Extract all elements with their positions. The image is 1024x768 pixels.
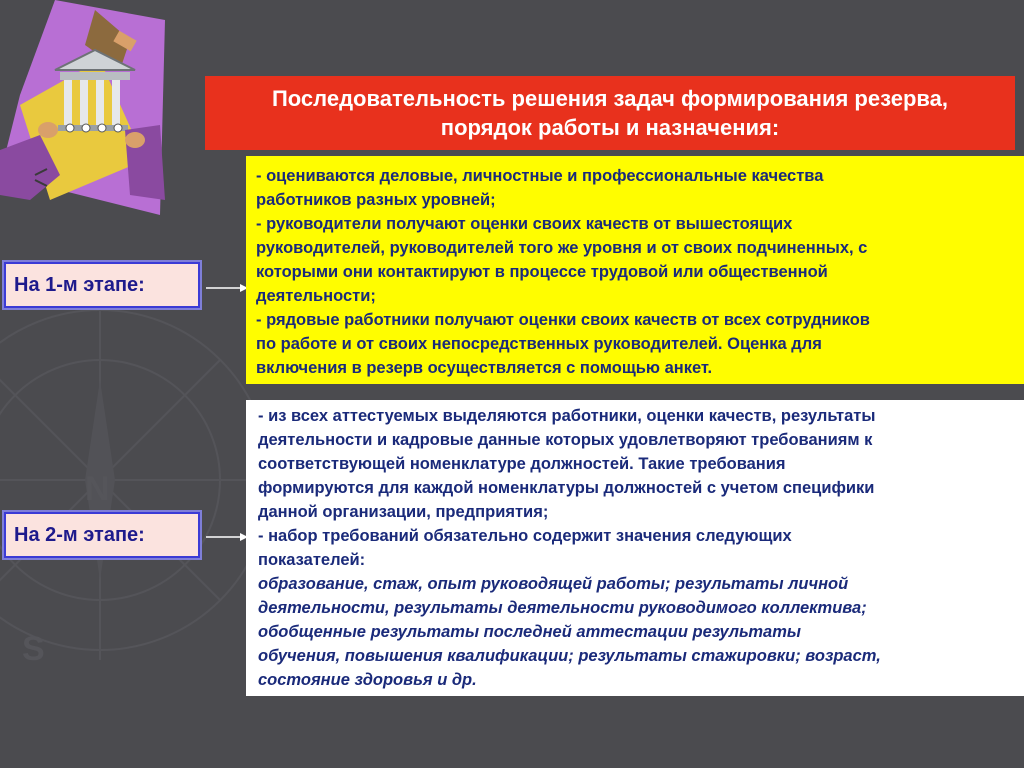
stage-2-description xyxy=(246,400,1024,696)
italic-text-line: состояние здоровья и др. xyxy=(258,671,477,689)
slide-title xyxy=(205,76,1015,150)
title-line-1: Последовательность решения задач формирования резерва, xyxy=(271,86,949,111)
svg-text:N: N xyxy=(85,470,110,508)
right-arrow-icon xyxy=(206,532,248,542)
text-line: формируются для каждой номенклатуры должностей с учетом специфики xyxy=(258,479,875,497)
right-arrow-icon xyxy=(206,283,248,293)
italic-text-line: обучения, повышения квалификации; результаты стажировки; возраст, xyxy=(258,647,881,665)
title-line-2: порядок работы и назначения: xyxy=(440,115,780,140)
text-line: - набор требований обязательно содержит значения следующих xyxy=(258,527,792,545)
text-line: по работе и от своих непосредственных руководителей. Оценка для xyxy=(256,335,822,353)
government-building-clipart-icon xyxy=(0,0,165,215)
stage-2-label: На 2-м этапе: xyxy=(4,512,200,558)
text-line: данной организации, предприятия; xyxy=(258,503,549,521)
stage-1-label: На 1-м этапе: xyxy=(4,262,200,308)
text-line: показателей: xyxy=(258,551,366,569)
text-line: работников разных уровней; xyxy=(256,191,496,209)
italic-text-line: деятельности, результаты деятельности руководимого коллектива; xyxy=(258,599,867,617)
text-line: которыми они контактируют в процессе трудовой или общественной xyxy=(256,263,828,281)
text-line: соответствующей номенклатуре должностей. Такие требования xyxy=(258,455,786,473)
stage-1-description xyxy=(246,156,1024,384)
text-line: - руководители получают оценки своих качеств от вышестоящих xyxy=(256,215,793,233)
italic-text-line: образование, стаж, опыт руководящей работы; результаты личной xyxy=(258,575,849,593)
text-line: руководителей, руководителей того же уровня и от своих подчиненных, с xyxy=(256,239,868,257)
text-line: - рядовые работники получают оценки своих качеств от всех сотрудников xyxy=(256,311,870,329)
text-line: включения в резерв осуществляется с помощью анкет. xyxy=(256,359,713,377)
text-line: деятельности и кадровые данные которых удовлетворяют требованиям к xyxy=(258,431,873,449)
italic-text-line: обобщенные результаты последней аттестации результаты xyxy=(258,623,801,641)
svg-text:S: S xyxy=(22,630,45,668)
text-line: деятельности; xyxy=(256,287,376,305)
text-line: - оцениваются деловые, личностные и профессиональные качества xyxy=(256,167,824,185)
text-line: - из всех аттестуемых выделяются работники, оценки качеств, результаты xyxy=(258,407,876,425)
